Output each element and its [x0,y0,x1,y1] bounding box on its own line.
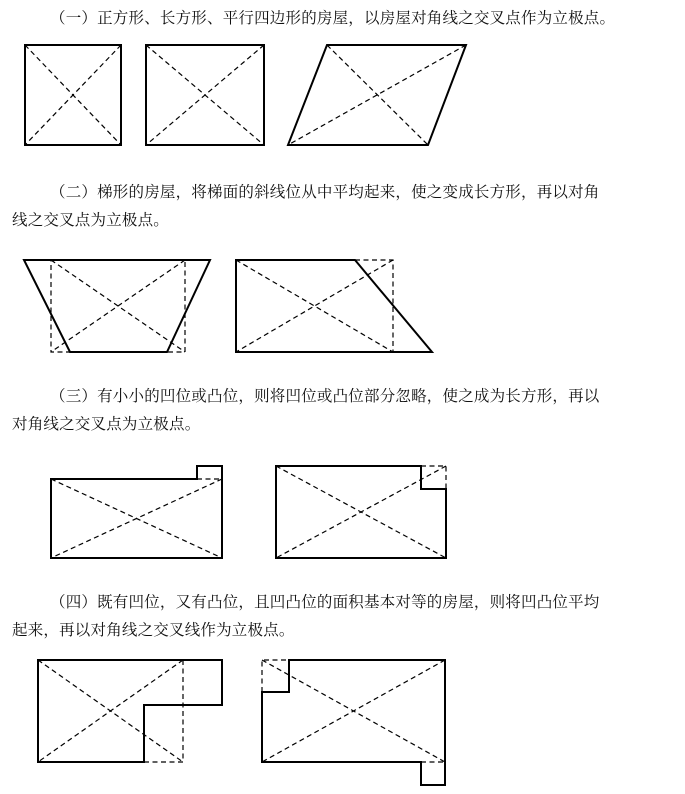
notch-protrusion-outline [262,660,445,785]
parallelogram-house [288,45,466,145]
section-2-line-1: （二）梯形的房屋，将梯面的斜线位从中平均起来，使之变成长方形，再以对角 [50,183,600,201]
notch-house [276,466,446,558]
section-1-line-1: （一）正方形、长方形、平行四边形的房屋，以房屋对角线之交叉点作为立极点。 [50,9,616,27]
trapezoid-house [24,260,210,352]
section-2-line-2: 线之交叉点为立极点。 [12,211,170,229]
notch-protrusion-house [262,660,445,785]
filled-notch-line [421,466,446,489]
equivalent-rectangle [355,260,393,352]
right-trapezoid-outline [236,260,432,352]
averaged-boundary [144,660,183,762]
section-4-line-2: 起来，再以对角线之交叉线作为立极点。 [12,621,295,639]
l-shape-outline [38,660,222,762]
rectangle-house [146,45,264,145]
square-house [25,45,121,145]
diagonal-line [288,45,466,145]
section-4-line-1: （四）既有凹位，又有凸位，且凹凸位的面积基本对等的房屋，则将凹凸位平均 [50,593,600,611]
protrusion-outline [51,466,222,558]
l-shape-house [38,660,222,762]
section-3-line-1: （三）有小小的凹位或凸位，则将凹位或凸位部分忽略，使之成为长方形，再以 [50,387,600,405]
protrusion-house [51,466,222,558]
filled-notch-line [262,660,289,692]
section-3-line-2: 对角线之交叉点为立极点。 [12,415,201,433]
right-trapezoid-house [236,260,432,352]
diagonal-line [327,45,428,145]
